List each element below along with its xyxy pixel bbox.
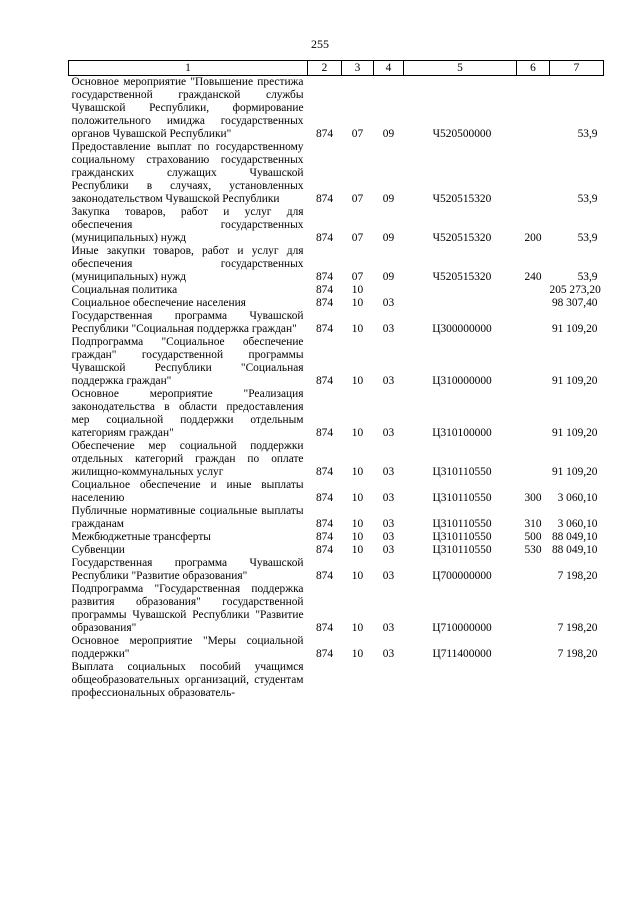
row-amount: 205 273,20 (549, 284, 601, 296)
row-name: Субвенции (71, 544, 125, 556)
row-target-code: Ч520515320 (432, 271, 492, 283)
row-section-code: 07 (351, 271, 364, 283)
row-name: Основное мероприятие "Меры социальной поддержки" (71, 635, 304, 660)
row-expense-type-code (517, 284, 550, 297)
table-row (69, 388, 604, 440)
row-target-code: Ц310110550 (432, 518, 492, 530)
row-subsection-code: 03 (382, 518, 395, 530)
row-section-code: 10 (351, 570, 364, 582)
row-expense-type-code: 500 (524, 531, 542, 543)
row-expense-type-code (517, 557, 550, 583)
row-amount: 91 109,20 (551, 323, 598, 335)
row-target-code: Ц310110550 (432, 544, 492, 556)
row-admin-code: 874 (315, 193, 334, 205)
header-cell-section: 3 (342, 61, 374, 76)
row-section-code: 10 (351, 648, 364, 660)
row-name: Публичные нормативные социальные выплаты гражданам (71, 505, 304, 530)
row-name: Выплата социальных пособий учащимся общеобразовательных организаций, студентам профессиональных образователь- (71, 661, 304, 699)
row-expense-type-code (517, 583, 550, 635)
row-admin-code: 874 (315, 466, 334, 478)
row-expense-type-code (517, 635, 550, 661)
row-expense-type-code (517, 297, 550, 310)
row-section-code: 10 (351, 284, 364, 296)
row-name: Социальная политика (71, 284, 178, 296)
row-section-code: 10 (351, 427, 364, 439)
row-name: Основное мероприятие "Повышение престижа государственной гражданской службы Чувашской Республики, формирование положительного имиджа государственных органов Чувашской Республики" (71, 76, 304, 140)
row-subsection-code: 09 (382, 193, 395, 205)
row-expense-type-code (517, 336, 550, 388)
row-section-code: 10 (351, 518, 364, 530)
table-row (69, 661, 604, 700)
row-admin-code: 874 (315, 492, 334, 504)
header-cell-subsection: 4 (374, 61, 404, 76)
row-admin-code: 874 (315, 570, 334, 582)
table-row (69, 583, 604, 635)
table-row (69, 297, 604, 310)
table-row (69, 245, 604, 284)
table-row (69, 284, 604, 297)
row-admin-code: 874 (315, 284, 334, 296)
row-section-code: 07 (351, 128, 364, 140)
row-name: Подпрограмма "Социальное обеспечение граждан" государственной программы Чувашской Республики "Социальная поддержка граждан" (71, 336, 304, 387)
row-section-code: 10 (351, 466, 364, 478)
row-name: Подпрограмма "Государственная поддержка развития образования" государственной программы Чувашской Республики "Развитие образования" (71, 583, 304, 634)
row-amount: 88 049,10 (551, 544, 598, 556)
row-expense-type-code (517, 310, 550, 336)
row-target-code: Ц300000000 (432, 323, 492, 335)
row-amount: 88 049,10 (551, 531, 598, 543)
table-row (69, 310, 604, 336)
row-target-code (404, 661, 517, 700)
row-expense-type-code: 200 (524, 232, 542, 244)
row-amount: 91 109,20 (551, 375, 598, 387)
row-expense-type-code (517, 440, 550, 479)
table-row (69, 336, 604, 388)
row-admin-code: 874 (315, 531, 334, 543)
row-target-code: Ц700000000 (432, 570, 492, 582)
row-name: Государственная программа Чувашской Республики "Развитие образования" (71, 557, 304, 582)
row-section-code: 10 (351, 323, 364, 335)
header-cell-amount: 7 (550, 61, 604, 76)
header-cell-admin: 2 (308, 61, 342, 76)
row-amount: 53,9 (577, 193, 598, 205)
row-section-code: 10 (351, 492, 364, 504)
row-subsection-code: 03 (382, 492, 395, 504)
row-section-code: 10 (351, 531, 364, 543)
table-row (69, 635, 604, 661)
row-amount: 91 109,20 (551, 466, 598, 478)
row-amount: 53,9 (577, 232, 598, 244)
row-target-code: Ц711400000 (432, 648, 492, 660)
row-section-code: 07 (351, 193, 364, 205)
row-name: Социальное обеспечение и иные выплаты населению (71, 479, 304, 504)
row-expense-type-code (517, 76, 550, 142)
row-name: Социальное обеспечение населения (71, 297, 246, 309)
row-target-code: Ц310110550 (432, 531, 492, 543)
row-admin-code: 874 (315, 648, 334, 660)
row-admin-code: 874 (315, 622, 334, 634)
row-admin-code: 874 (315, 323, 334, 335)
table-row (69, 557, 604, 583)
row-name: Закупка товаров, работ и услуг для обеспечения государственных (муниципальных) нужд (71, 206, 304, 244)
row-subsection-code (374, 661, 404, 700)
row-expense-type-code: 310 (524, 518, 542, 530)
row-subsection-code: 09 (382, 232, 395, 244)
row-name: Основное мероприятие "Реализация законодательства в области предоставления мер социальной поддержки отдельным категориям граждан" (71, 388, 304, 439)
page-number: 255 (311, 37, 329, 51)
row-admin-code: 874 (315, 297, 334, 309)
row-expense-type-code: 530 (524, 544, 542, 556)
row-target-code: Ц310100000 (432, 427, 492, 439)
row-section-code (342, 661, 374, 700)
row-name: Обеспечение мер социальной поддержки отдельных категорий граждан по оплате жилищно-коммунальных услуг (71, 440, 304, 478)
table-row (69, 544, 604, 557)
table-row (69, 505, 604, 531)
row-amount: 7 198,20 (557, 648, 598, 660)
row-target-code: Ц310110550 (432, 492, 492, 504)
row-target-code: Ц710000000 (432, 622, 492, 634)
row-subsection-code: 03 (382, 297, 395, 309)
row-subsection-code: 09 (382, 271, 395, 283)
row-target-code: Ц310000000 (432, 375, 492, 387)
table-row (69, 531, 604, 544)
row-expense-type-code (517, 388, 550, 440)
row-target-code: Ч520500000 (432, 128, 492, 140)
row-target-code: Ц310110550 (432, 466, 492, 478)
table-row (69, 479, 604, 505)
row-subsection-code: 03 (382, 531, 395, 543)
row-amount: 53,9 (577, 128, 598, 140)
row-target-code (404, 284, 517, 297)
row-amount: 7 198,20 (557, 570, 598, 582)
row-section-code: 10 (351, 544, 364, 556)
table-body (69, 76, 604, 701)
row-subsection-code: 03 (382, 570, 395, 582)
row-subsection-code (374, 284, 404, 297)
row-amount: 53,9 (577, 271, 598, 283)
row-expense-type-code (517, 661, 550, 700)
table-row (69, 141, 604, 206)
row-amount: 91 109,20 (551, 427, 598, 439)
header-cell-target: 5 (404, 61, 517, 76)
row-amount: 3 060,10 (557, 492, 598, 504)
row-admin-code: 874 (315, 271, 334, 283)
table-header (69, 61, 604, 76)
row-subsection-code: 03 (382, 375, 395, 387)
row-section-code: 07 (351, 232, 364, 244)
row-admin-code: 874 (315, 232, 334, 244)
row-subsection-code: 09 (382, 128, 395, 140)
row-subsection-code: 03 (382, 622, 395, 634)
budget-table (68, 60, 604, 700)
row-subsection-code: 03 (382, 427, 395, 439)
row-admin-code (308, 661, 342, 700)
row-name: Предоставление выплат по государственному социальному страхованию государственных гражданских служащих Чувашской Республики в случаях, установленных законодательством Чувашской Республики (71, 141, 304, 205)
header-cell-name: 1 (69, 61, 308, 76)
row-target-code: Ч520515320 (432, 232, 492, 244)
row-subsection-code: 03 (382, 323, 395, 335)
row-name: Государственная программа Чувашской Республики "Социальная поддержка граждан" (71, 310, 304, 335)
row-admin-code: 874 (315, 128, 334, 140)
row-amount: 98 307,40 (551, 297, 598, 309)
row-expense-type-code: 240 (524, 271, 542, 283)
row-amount: 3 060,10 (557, 518, 598, 530)
row-subsection-code: 03 (382, 466, 395, 478)
row-target-code: Ч520515320 (432, 193, 492, 205)
row-name: Иные закупки товаров, работ и услуг для обеспечения государственных (муниципальных) нужд (71, 245, 304, 283)
header-row (69, 61, 604, 76)
row-admin-code: 874 (315, 375, 334, 387)
row-expense-type-code (517, 141, 550, 206)
row-expense-type-code: 300 (524, 492, 542, 504)
table-row (69, 206, 604, 245)
table-row (69, 76, 604, 142)
row-name: Межбюджетные трансферты (71, 531, 211, 543)
header-cell-expense-type: 6 (517, 61, 550, 76)
row-amount (550, 661, 604, 700)
row-subsection-code: 03 (382, 544, 395, 556)
row-section-code: 10 (351, 297, 364, 309)
row-subsection-code: 03 (382, 648, 395, 660)
row-admin-code: 874 (315, 544, 334, 556)
row-admin-code: 874 (315, 427, 334, 439)
row-amount: 7 198,20 (557, 622, 598, 634)
table-row (69, 440, 604, 479)
row-target-code (404, 297, 517, 310)
row-admin-code: 874 (315, 518, 334, 530)
row-section-code: 10 (351, 375, 364, 387)
row-section-code: 10 (351, 622, 364, 634)
